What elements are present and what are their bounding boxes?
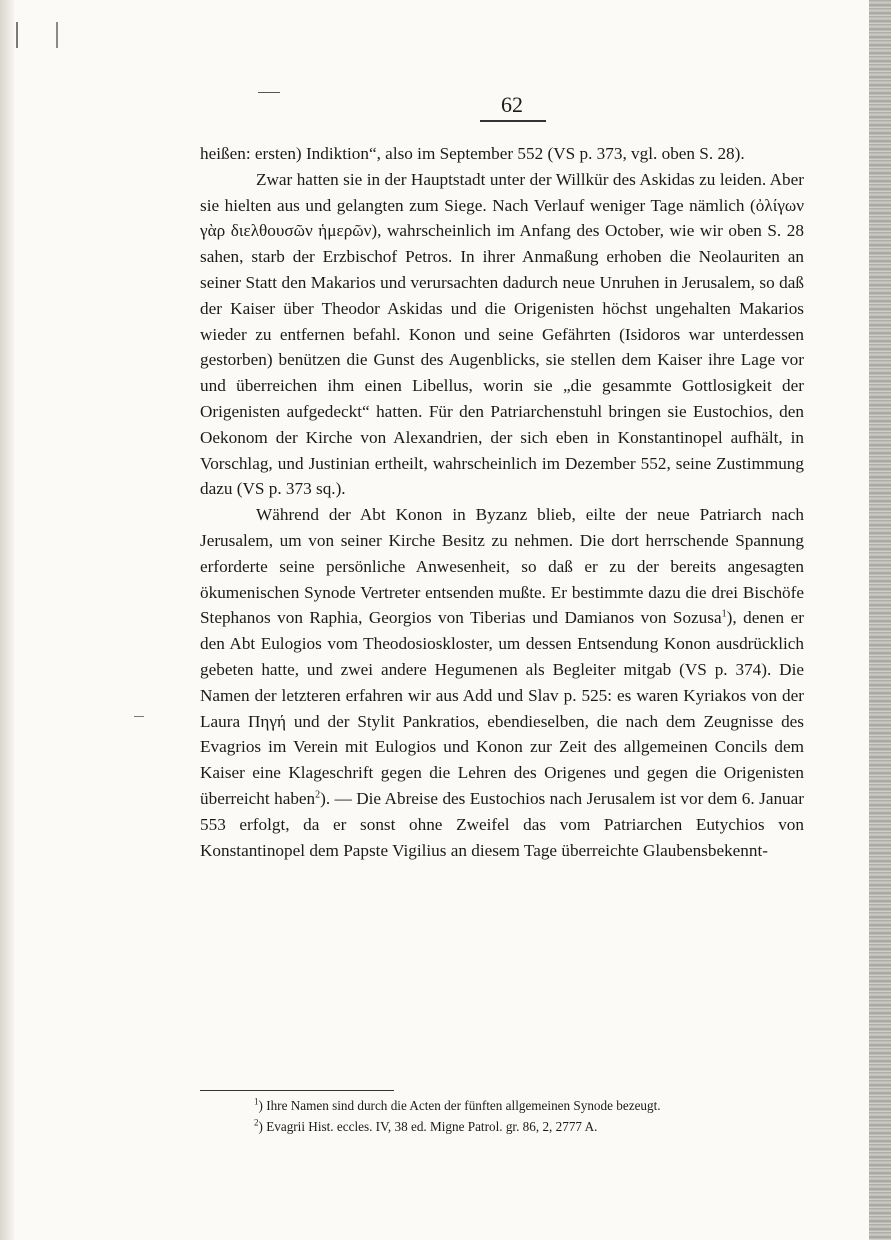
scan-mark	[16, 22, 58, 48]
footnote-text: ) Evagrii Hist. eccles. IV, 38 ed. Migne Patrol. gr. 86, 2, 2777 A.	[258, 1119, 598, 1134]
page-number-rule	[480, 120, 546, 122]
page-right-edge	[869, 0, 891, 1240]
footnotes	[200, 1095, 804, 1137]
footnote-marker: 1	[254, 1096, 259, 1107]
paragraph-part: Während der Abt Konon in Byzanz blieb, eilte der neue Patriarch nach Jerusalem, um von seiner Kirche Besitz zu nehmen. Die dort herrschende Spannung erforderte seine persönliche Anwesenheit, so daß er zu der bereits angesagten ökumenischen Synode Vertreter entsenden mußte. Er bestimmte dazu die drei Bischöfe Stephanos von Raphia, Georgios von Tiberias und Damianos von Sozusa	[200, 505, 804, 628]
margin-dash	[134, 716, 144, 717]
paragraph: Zwar hatten sie in der Hauptstadt unter der Willkür des Askidas zu leiden. Aber sie hielten aus und gelangten zum Siege. Nach Verlauf weniger Tage nämlich (ὀλίγων γὰρ διελθουσῶν ἡμερῶν), wahrscheinlich im Anfang des October, wie wir oben S. 28 sahen, starb der Erzbischof Petros. In ihrer Anmaßung erhoben die Neolauriten an seiner Statt den Makarios und verursachten dadurch neue Unruhen in Jerusalem, so daß der Kaiser über Theodor Askidas und die Origenisten höchst ungehalten Makarios wieder zu entfernen befahl. Konon und seine Gefährten (Isidoros war unterdessen gestorben) benützen die Gunst des Augenblicks, sie stellen dem Kaiser ihre Lage vor und überreichen ihm einen Libellus, worin sie „die gesammte Gottlosigkeit der Origenisten aufgedeckt“ hatten. Für den Patriarchenstuhl bringen sie Eustochios, den Oekonom der Kirche von Alexandrien, der sich eben in Konstantinopel aufhält, in Vorschlag, und Justinian ertheilt, wahrscheinlich im Dezember 552, seine Zustimmung dazu (VS p. 373 sq.).	[200, 169, 804, 499]
paragraph	[200, 502, 804, 863]
footnote-ref: 1	[721, 608, 727, 620]
paragraph-part: ). — Die Abreise des Eustochios nach Jerusalem ist vor dem 6. Januar 553 erfolgt, da er sonst ohne Zweifel das vom Patriarchen Eutychios von Konstantinopel dem Papste Vigilius an diesem Tage überreichte Glaubensbekennt-	[200, 788, 804, 860]
footnote-marker: 2	[254, 1117, 259, 1128]
page-left-edge	[0, 0, 14, 1240]
footnote	[200, 1095, 804, 1116]
footnote-ref: 2	[315, 789, 321, 801]
body-text	[200, 141, 804, 863]
page-number: 62	[501, 92, 523, 117]
footnote-rule	[200, 1090, 394, 1091]
paragraph-part: ), denen er den Abt Eulogios vom Theodosioskloster, um dessen Entsendung Konon ausdrücklich gebeten hatte, und zwei andere Hegumenen als Begleiter mitgab (VS p. 374). Die Namen der letzteren erfahren wir aus Add und Slav p. 525: es waren Kyriakos von der Laura Πηγή und der Stylit Pankratios, ebendieselben, die nach dem Zeugnisse des Evagrios im Verein mit Eulogios und Konon zur Zeit des allgemeinen Concils dem Kaiser eine Klageschrift gegen die Lehren des Origenes und gegen die Origenisten überreicht haben	[200, 608, 804, 808]
footnote	[200, 1116, 804, 1137]
footnote-text: ) Ihre Namen sind durch die Acten der fünften allgemeinen Synode bezeugt.	[258, 1098, 661, 1113]
paragraph: heißen: ersten) Indiktion“, also im September 552 (VS p. 373, vgl. oben S. 28).	[200, 144, 745, 163]
